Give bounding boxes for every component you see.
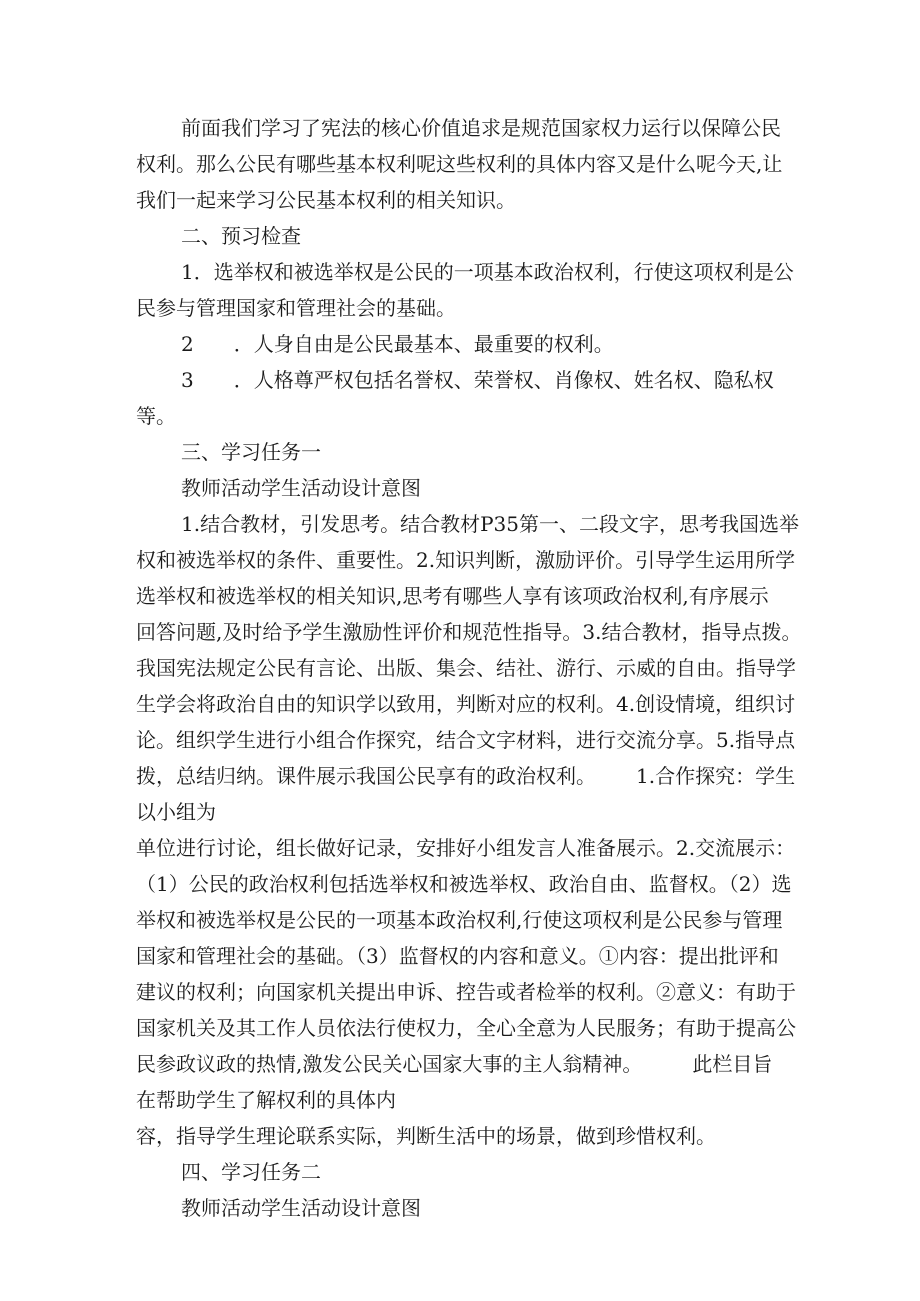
task-1-line-2: 权和被选举权的条件、重要性。2.知识判断，激励评价。引导学生运用所学 — [136, 548, 796, 572]
task-1-line-8-text: 拨，总结归纳。课件展示我国公民享有的政治权利。 — [136, 764, 596, 788]
preview-item-1-line-1: 1．选举权和被选举权是公民的一项基本政治权利，行使这项权利是公 — [181, 260, 794, 284]
preview-item-2 — [181, 326, 614, 362]
intro-line-1: 前面我们学习了宪法的核心价值追求是规范国家权力运行以保障公民 — [181, 116, 781, 140]
task-1-line-17: 在帮助学生了解权利的具体内 — [136, 1088, 396, 1112]
task-1-line-13: 国家和管理社会的基础。（3）监督权的内容和意义。①内容：提出批评和 — [136, 944, 779, 968]
preview-item-1-line-2: 民参与管理国家和管理社会的基础。 — [136, 296, 456, 320]
task-1-line-18: 容，指导学生理论联系实际，判断生活中的场景，做到珍惜权利。 — [136, 1124, 716, 1148]
section-heading-task-2: 四、学习任务二 — [181, 1160, 321, 1184]
task-1-line-12: 举权和被选举权是公民的一项基本政治权利,行使这项权利是公民参与管理 — [136, 908, 783, 932]
task-1-line-16 — [136, 1046, 772, 1082]
intro-line-2: 权利。那么公民有哪些基本权利呢这些权利的具体内容又是什么呢今天,让 — [136, 152, 783, 176]
task-2-table-header: 教师活动学生活动设计意图 — [181, 1196, 421, 1220]
intro-line-3: 我们一起来学习公民基本权利的相关知识。 — [136, 188, 516, 212]
preview-item-3-text: ．人格尊严权包括名誉权、荣誉权、肖像权、姓名权、隐私权 — [233, 368, 774, 392]
section-heading-preview: 二、预习检查 — [181, 224, 301, 248]
task-1-line-3: 选举权和被选举权的相关知识,思考有哪些人享有该项政治权利,有序展示 — [136, 584, 769, 608]
preview-item-3 — [181, 362, 774, 398]
task-1-line-7: 论。组织学生进行小组合作探究，结合文字材料，进行交流分享。5.指导点 — [136, 728, 796, 752]
task-1-line-4: 回答问题,及时给予学生激励性评价和规范性指导。3.结合教材，指导点拨。 — [136, 620, 802, 644]
task-1-line-11: （1）公民的政治权利包括选举权和被选举权、政治自由、监督权。（2）选 — [136, 872, 792, 896]
task-1-line-9: 以小组为 — [136, 800, 216, 824]
section-heading-task-1: 三、学习任务一 — [181, 440, 321, 464]
preview-item-2-text: ．人身自由是公民最基本、最重要的权利。 — [233, 332, 614, 356]
task-1-line-1: 1.结合教材，引发思考。结合教材P35第一、二段文字，思考我国选举 — [181, 512, 799, 536]
task-1-table-header: 教师活动学生活动设计意图 — [181, 476, 421, 500]
preview-item-2-number: 2 — [181, 332, 194, 356]
task-1-line-14: 建议的权利；向国家机关提出申诉、控告或者检举的权利。②意义：有助于 — [136, 980, 796, 1004]
task-1-line-8-tail: 1.合作探究：学生 — [636, 764, 796, 788]
task-1-line-8 — [136, 758, 795, 794]
task-1-line-15: 国家机关及其工作人员依法行使权力，全心全意为人民服务；有助于提高公 — [136, 1016, 796, 1040]
task-1-line-10: 单位进行讨论，组长做好记录，安排好小组发言人准备展示。2.交流展示： — [136, 836, 796, 860]
task-1-line-16-text: 民参政议政的热情,激发公民关心国家大事的主人翁精神。 — [136, 1052, 643, 1076]
preview-item-3-number: 3 — [181, 368, 194, 392]
task-1-line-16-tail: 此栏目旨 — [692, 1052, 773, 1076]
task-1-line-5: 我国宪法规定公民有言论、出版、集会、结社、游行、示威的自由。指导学 — [136, 656, 796, 680]
preview-item-3-line-2: 等。 — [136, 404, 176, 428]
task-1-line-6: 生学会将政治自由的知识学以致用，判断对应的权利。4.创设情境，组织讨 — [136, 692, 796, 716]
